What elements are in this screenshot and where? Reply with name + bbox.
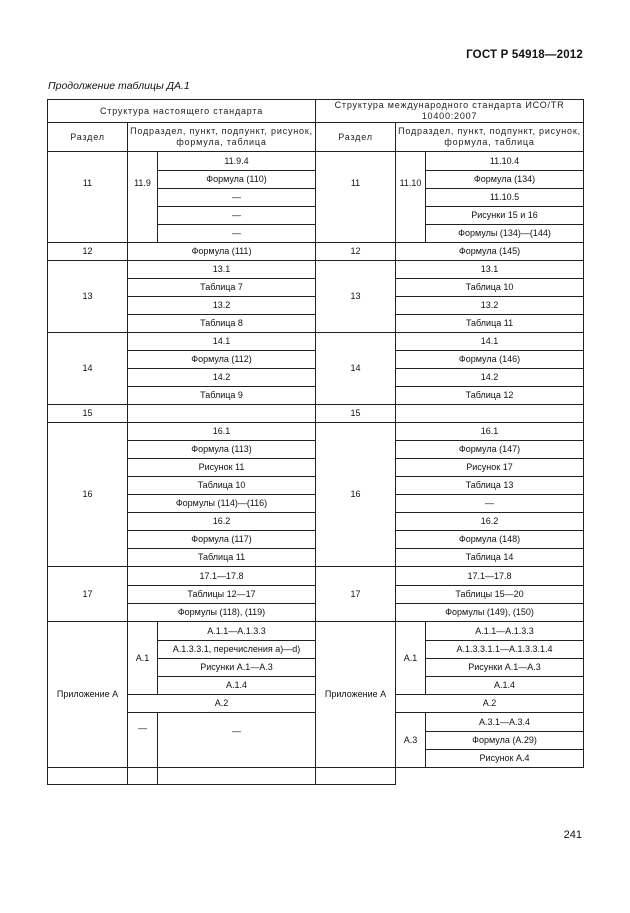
table-cell: 13.1 (396, 261, 584, 279)
table-cell: 16.1 (128, 423, 316, 441)
table-cell: А.1.4 (426, 677, 584, 695)
table-cell-empty (158, 768, 316, 785)
table-cell: Таблица 9 (128, 387, 316, 405)
header-subsection: Подраздел, пункт, подпункт, рисунок, формула, таблица (396, 123, 584, 152)
section-cell: 15 (48, 405, 128, 423)
subsection-cell: 11.10 (396, 152, 426, 243)
table-cell: Рисунки А.1—А.3 (158, 659, 316, 677)
table-cell: Формула (117) (128, 531, 316, 549)
section-cell: 17 (48, 567, 128, 622)
table-cell: — (396, 495, 584, 513)
table-cell: 14.1 (128, 333, 316, 351)
table-cell: 13.2 (128, 297, 316, 315)
table-cell: Формула (113) (128, 441, 316, 459)
table-cell: А.3.1—А.3.4 (426, 713, 584, 732)
table-cell-empty (128, 405, 316, 423)
table-cell: Формула (145) (396, 243, 584, 261)
table-cell: Таблица 7 (128, 279, 316, 297)
table-cell: Таблица 12 (396, 387, 584, 405)
table-cell: Формула (А.29) (426, 732, 584, 750)
table-cell: Таблица 11 (128, 549, 316, 567)
page-number: 241 (563, 829, 582, 841)
table-row (48, 423, 584, 441)
table-cell: Рисунки 15 и 16 (426, 207, 584, 225)
section-cell: Приложение А (316, 622, 396, 768)
table-row (48, 567, 584, 586)
table-cell: А.1.1—А.1.3.3 (158, 622, 316, 641)
table-cell: 11.9.4 (158, 152, 316, 171)
table-cell-empty (396, 405, 584, 423)
table-cell: 16.1 (396, 423, 584, 441)
table-cell: А.2 (396, 695, 584, 713)
table-row (48, 261, 584, 279)
table-cell-empty (48, 768, 128, 785)
table-cell: Формулы (114)—(116) (128, 495, 316, 513)
section-cell: 12 (316, 243, 396, 261)
table-cell: Рисунок 17 (396, 459, 584, 477)
section-cell: 15 (316, 405, 396, 423)
table-caption: Продолжение таблицы ДА.1 (48, 80, 190, 92)
table-cell: Рисунки А.1—А.3 (426, 659, 584, 677)
table-cell: Формулы (149), (150) (396, 604, 584, 622)
section-cell: Приложение А (48, 622, 128, 768)
table-row (48, 333, 584, 351)
section-cell: 17 (316, 567, 396, 622)
table-row (48, 405, 584, 423)
subsection-cell: А.3 (396, 713, 426, 768)
section-cell: 12 (48, 243, 128, 261)
table-cell: Таблицы 12—17 (128, 586, 316, 604)
table-cell: Формула (147) (396, 441, 584, 459)
standard-designation: ГОСТ Р 54918—2012 (466, 49, 583, 61)
table-cell: А.2 (128, 695, 316, 713)
table-cell-empty (316, 768, 396, 785)
group-header-national: Структура настоящего стандарта (48, 100, 316, 123)
section-cell: 14 (316, 333, 396, 405)
table-cell: А.1.1—А.1.3.3 (426, 622, 584, 641)
table-cell: Формула (148) (396, 531, 584, 549)
table-cell: Формула (112) (128, 351, 316, 369)
table-cell: А.1.3.3.1, перечисления а)—d) (158, 641, 316, 659)
section-cell: 13 (316, 261, 396, 333)
table-cell: 13.2 (396, 297, 584, 315)
subsection-cell: А.1 (396, 622, 426, 695)
table-cell: А.1.4 (158, 677, 316, 695)
table-cell: Формулы (118), (119) (128, 604, 316, 622)
group-header-international: Структура международного стандарта ИСО/TR 10400:2007 (316, 100, 584, 123)
table-cell: Формула (146) (396, 351, 584, 369)
table-header-row (48, 123, 584, 152)
table-cell: 14.2 (396, 369, 584, 387)
section-cell: 11 (316, 152, 396, 243)
section-cell: 14 (48, 333, 128, 405)
table-cell: 17.1—17.8 (396, 567, 584, 586)
table-cell: 16.2 (396, 513, 584, 531)
subsection-cell: 11.9 (128, 152, 158, 243)
section-cell: 16 (48, 423, 128, 567)
table-cell: Таблица 13 (396, 477, 584, 495)
table-cell: — (158, 713, 316, 768)
table-cell: Таблица 10 (128, 477, 316, 495)
table-cell-empty (128, 768, 158, 785)
table-row (48, 768, 584, 785)
table-cell: Формула (110) (158, 171, 316, 189)
table-row (48, 243, 584, 261)
section-cell: 11 (48, 152, 128, 243)
table-cell: Рисунок А.4 (426, 750, 584, 768)
table-row (48, 622, 584, 641)
table-cell: А.1.3.3.1.1—А.1.3.3.1.4 (426, 641, 584, 659)
table-cell: Таблица 14 (396, 549, 584, 567)
table-cell: Рисунок 11 (128, 459, 316, 477)
table-cell: — (158, 225, 316, 243)
table-cell: — (158, 189, 316, 207)
table-cell: 17.1—17.8 (128, 567, 316, 586)
table-header-row (48, 100, 584, 123)
table-cell: 14.2 (128, 369, 316, 387)
table-cell: Формула (111) (128, 243, 316, 261)
table-cell: Формула (134) (426, 171, 584, 189)
header-section: Раздел (316, 123, 396, 152)
table-cell: 11.10.5 (426, 189, 584, 207)
table-cell: Таблица 11 (396, 315, 584, 333)
subsection-cell: А.1 (128, 622, 158, 695)
correspondence-table (47, 99, 584, 785)
table-cell: Формулы (134)—(144) (426, 225, 584, 243)
header-subsection: Подраздел, пункт, подпункт, рисунок, формула, таблица (128, 123, 316, 152)
table-cell: 14.1 (396, 333, 584, 351)
table-cell: Таблицы 15—20 (396, 586, 584, 604)
table-cell: Таблица 8 (128, 315, 316, 333)
section-cell: 13 (48, 261, 128, 333)
table-cell: 11.10.4 (426, 152, 584, 171)
table-cell: Таблица 10 (396, 279, 584, 297)
subsection-cell: — (128, 713, 158, 768)
table-cell: — (158, 207, 316, 225)
header-section: Раздел (48, 123, 128, 152)
table-row (48, 152, 584, 171)
table-cell: 13.1 (128, 261, 316, 279)
section-cell: 16 (316, 423, 396, 567)
table-cell: 16.2 (128, 513, 316, 531)
